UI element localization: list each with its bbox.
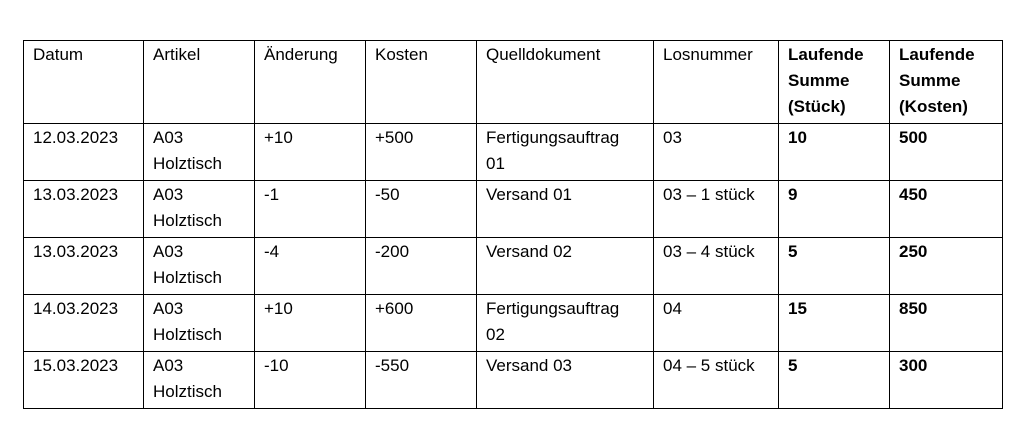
cell-kosten: -50 — [366, 181, 477, 238]
cell-summe-kosten: 500 — [890, 124, 1003, 181]
cell-datum: 14.03.2023 — [24, 295, 144, 352]
cell-summe-stueck: 5 — [779, 352, 890, 409]
header-losnummer: Losnummer — [654, 41, 779, 124]
cell-summe-kosten: 850 — [890, 295, 1003, 352]
cell-losnummer: 03 – 4 stück — [654, 238, 779, 295]
cell-summe-kosten: 250 — [890, 238, 1003, 295]
cell-summe-kosten: 450 — [890, 181, 1003, 238]
cell-artikel: A03 Holztisch — [144, 352, 255, 409]
header-kosten: Kosten — [366, 41, 477, 124]
table-row — [24, 295, 1003, 352]
header-aenderung: Änderung — [255, 41, 366, 124]
table-header-row — [24, 41, 1003, 124]
cell-summe-kosten: 300 — [890, 352, 1003, 409]
cell-losnummer: 03 — [654, 124, 779, 181]
cell-losnummer: 04 — [654, 295, 779, 352]
cell-quelldokument: Versand 01 — [477, 181, 654, 238]
cell-quelldokument: Versand 02 — [477, 238, 654, 295]
cell-datum: 13.03.2023 — [24, 238, 144, 295]
cell-datum: 15.03.2023 — [24, 352, 144, 409]
cell-losnummer: 03 – 1 stück — [654, 181, 779, 238]
cell-quelldokument: Fertigungsauftrag 02 — [477, 295, 654, 352]
cell-kosten: -550 — [366, 352, 477, 409]
cell-aenderung: -4 — [255, 238, 366, 295]
cell-artikel: A03 Holztisch — [144, 238, 255, 295]
cell-kosten: +500 — [366, 124, 477, 181]
cell-summe-stueck: 15 — [779, 295, 890, 352]
cell-artikel: A03 Holztisch — [144, 295, 255, 352]
table-row — [24, 352, 1003, 409]
cell-aenderung: -1 — [255, 181, 366, 238]
cell-datum: 13.03.2023 — [24, 181, 144, 238]
header-artikel: Artikel — [144, 41, 255, 124]
table-row — [24, 181, 1003, 238]
header-laufende-summe-kosten: Laufende Summe (Kosten) — [890, 41, 1003, 124]
cell-aenderung: -10 — [255, 352, 366, 409]
cell-quelldokument: Versand 03 — [477, 352, 654, 409]
cell-aenderung: +10 — [255, 295, 366, 352]
cell-kosten: +600 — [366, 295, 477, 352]
header-datum: Datum — [24, 41, 144, 124]
cell-summe-stueck: 10 — [779, 124, 890, 181]
header-laufende-summe-stueck: Laufende Summe (Stück) — [779, 41, 890, 124]
cell-artikel: A03 Holztisch — [144, 181, 255, 238]
cell-kosten: -200 — [366, 238, 477, 295]
cell-quelldokument: Fertigungsauftrag 01 — [477, 124, 654, 181]
table-row — [24, 124, 1003, 181]
cell-artikel: A03 Holztisch — [144, 124, 255, 181]
cell-losnummer: 04 – 5 stück — [654, 352, 779, 409]
header-quelldokument: Quelldokument — [477, 41, 654, 124]
cell-summe-stueck: 9 — [779, 181, 890, 238]
cell-aenderung: +10 — [255, 124, 366, 181]
table-row — [24, 238, 1003, 295]
inventory-ledger-table — [23, 40, 1003, 409]
cell-datum: 12.03.2023 — [24, 124, 144, 181]
cell-summe-stueck: 5 — [779, 238, 890, 295]
